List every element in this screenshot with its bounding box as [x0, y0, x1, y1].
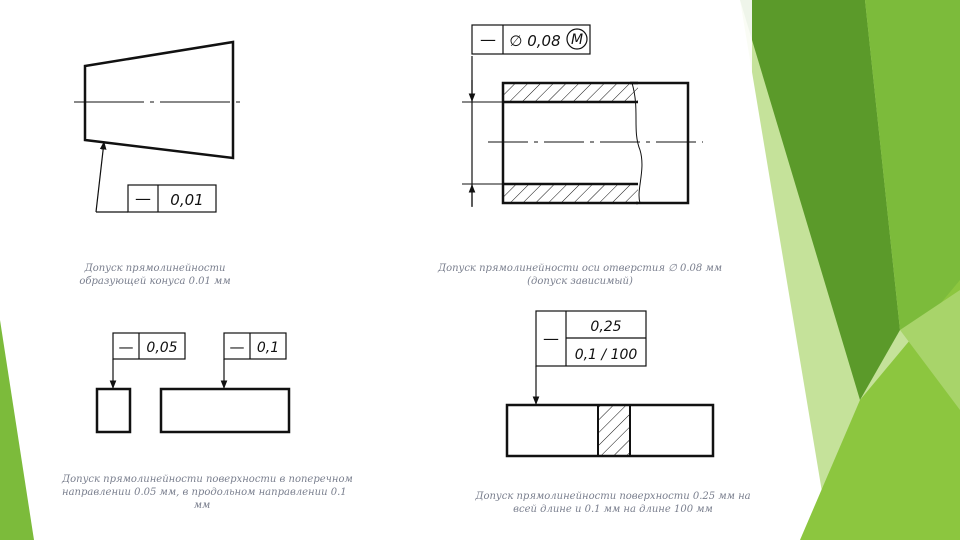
length-straightness-symbol: — — [543, 329, 559, 348]
bore-straightness-symbol: — — [480, 30, 496, 49]
surface-length-caption-line-2: всей длине и 0.1 мм на длине 100 мм — [513, 504, 713, 515]
length-tolerance-per-length: 0,1 / 100 — [574, 347, 638, 363]
frame-a-symbol: — — [118, 338, 134, 356]
surface-directions-caption-line-1: Допуск прямолинейности поверхности в поперечном — [62, 474, 353, 485]
figure-cone — [74, 42, 240, 212]
bore-top-hatch — [503, 83, 638, 102]
white-panel-edge — [740, 0, 752, 540]
surface-length-caption-line-1: Допуск прямолинейности поверхности 0.25 мм на — [475, 491, 751, 502]
bore-caption — [430, 262, 730, 288]
figure-bore — [462, 25, 703, 207]
surface-directions-caption — [62, 473, 353, 512]
cone-caption-line-2: образующей конуса 0.01 мм — [79, 276, 231, 287]
bore-bottom-hatch — [503, 184, 638, 203]
bore-tolerance-value: ∅ 0,08 — [509, 32, 561, 50]
length-tolerance-total: 0,25 — [590, 319, 622, 335]
surface-directions-caption-line-2: направлении 0.05 мм, в продольном направлении 0.1 — [62, 487, 347, 498]
left-green-strip — [0, 320, 34, 540]
surface-length-caption — [468, 490, 758, 516]
cone-straightness-symbol: — — [135, 189, 151, 208]
bore-caption-line-2: (допуск зависимый) — [527, 276, 633, 287]
bore-modifier-letter: M — [570, 32, 584, 48]
surface-directions-caption-line-3: мм — [193, 500, 211, 511]
bore-caption-line-1: Допуск прямолинейности оси отверстия ∅ 0.08 мм — [437, 263, 723, 274]
frame-b-value: 0,1 — [256, 340, 280, 356]
cone-caption-line-1: Допуск прямолинейности — [84, 263, 226, 274]
plate-hatch — [598, 405, 630, 456]
cone-tolerance-value: 0,01 — [170, 191, 204, 209]
cone-outline — [85, 42, 233, 158]
bore-right-part — [630, 83, 688, 203]
section-small — [97, 389, 130, 432]
cone-leader — [96, 142, 104, 212]
frame-b-symbol: — — [229, 338, 245, 356]
frame-a-value: 0,05 — [146, 340, 178, 356]
section-long — [161, 389, 289, 432]
cone-caption — [70, 262, 240, 288]
